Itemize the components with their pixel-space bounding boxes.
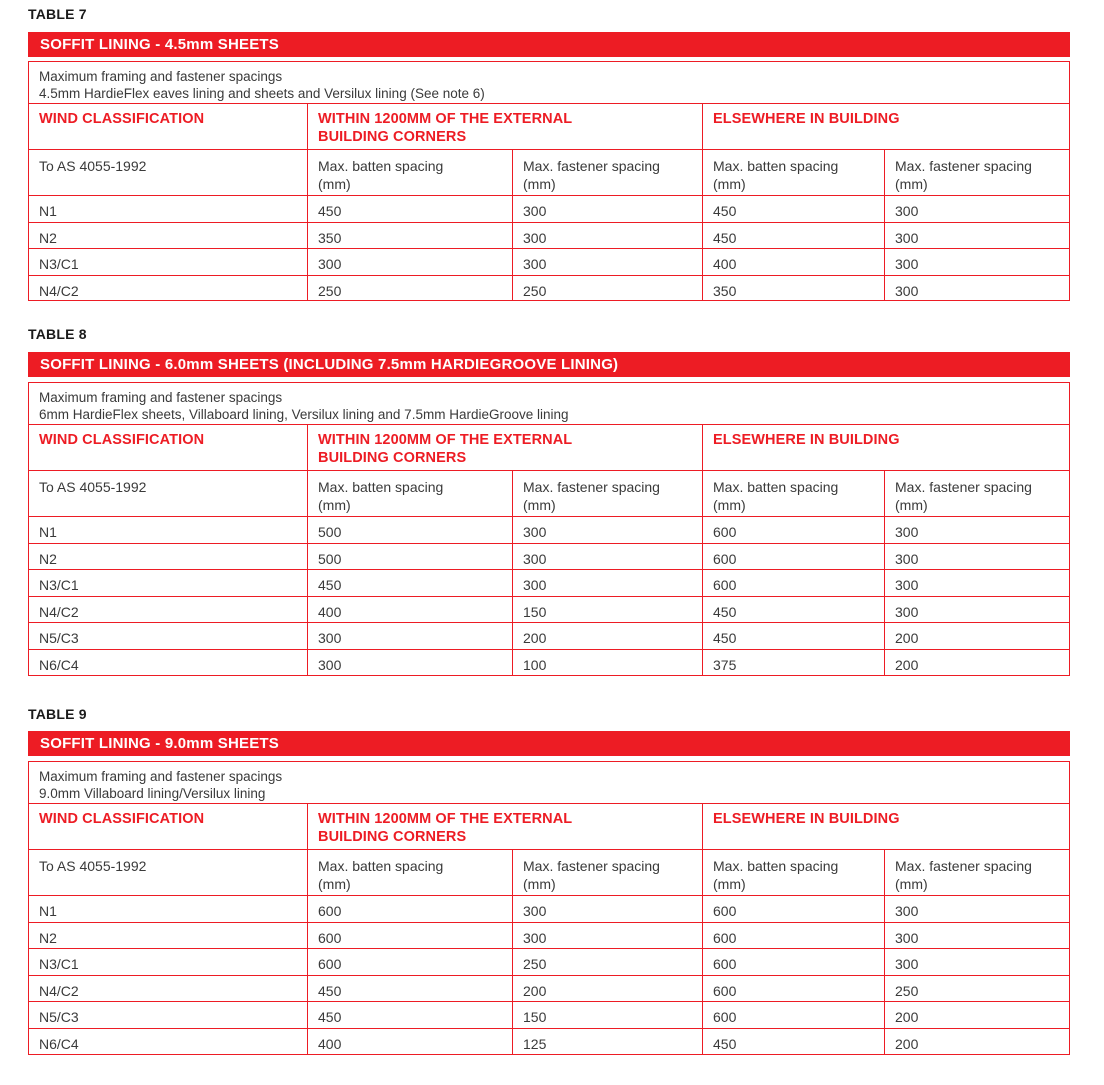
value-cell: 300 <box>884 249 1069 275</box>
fastener-spacing-header <box>512 150 702 195</box>
standard-cell: To AS 4055-1992 <box>39 158 147 174</box>
table-title-bar: SOFFIT LINING - 4.5mm SHEETS <box>28 32 1070 57</box>
table-box <box>28 61 1070 301</box>
wind-class-cell: N1 <box>39 903 57 919</box>
value-cell: 300 <box>884 276 1069 301</box>
wind-class-cell: N2 <box>39 229 57 246</box>
value-cell: 300 <box>512 223 702 249</box>
value-cell: 400 <box>307 597 512 623</box>
wind-class-cell: N5/C3 <box>39 1009 79 1025</box>
value-cell: 300 <box>884 196 1069 222</box>
value-cell: 200 <box>884 623 1069 649</box>
within-corners-header <box>307 425 702 470</box>
value-cell: 125 <box>512 1029 702 1055</box>
value-cell: 600 <box>702 1002 884 1028</box>
value-cell: 300 <box>512 517 702 543</box>
wind-classification-header: WIND CLASSIFICATION <box>39 811 205 827</box>
value-cell: 300 <box>307 650 512 676</box>
within-header-line-1: WITHIN 1200MM OF THE EXTERNAL <box>318 432 573 448</box>
header-row <box>29 104 1069 150</box>
unit-label: (mm) <box>713 876 746 892</box>
wind-class-cell: N3/C1 <box>39 256 79 272</box>
fastener-label: Max. fastener spacing <box>895 858 1032 874</box>
value-cell: 500 <box>307 544 512 570</box>
elsewhere-header: ELSEWHERE IN BUILDING <box>702 104 1069 149</box>
table-label: TABLE 8 <box>28 326 87 342</box>
value-cell: 450 <box>307 570 512 596</box>
value-cell: 400 <box>307 1029 512 1055</box>
within-header-line-1: WITHIN 1200MM OF THE EXTERNAL <box>318 111 573 127</box>
value-cell: 300 <box>512 896 702 922</box>
wind-class-cell: N4/C2 <box>39 282 79 299</box>
value-cell: 350 <box>307 223 512 249</box>
value-cell: 600 <box>307 949 512 975</box>
unit-label: (mm) <box>895 176 928 192</box>
value-cell: 600 <box>702 544 884 570</box>
batten-label: Max. batten spacing <box>713 158 839 174</box>
description-line-1: Maximum framing and fastener spacings <box>39 390 283 405</box>
subheader-row <box>29 150 1069 196</box>
within-corners-header <box>307 804 702 849</box>
batten-spacing-header <box>307 150 512 195</box>
description-line-2: 4.5mm HardieFlex eaves lining and sheets and Versilux lining (See note 6) <box>39 86 485 101</box>
unit-label: (mm) <box>318 497 351 513</box>
value-cell: 200 <box>884 650 1069 676</box>
value-cell: 600 <box>702 976 884 1002</box>
unit-label: (mm) <box>523 497 556 513</box>
value-cell: 200 <box>884 1002 1069 1028</box>
value-cell: 150 <box>512 597 702 623</box>
value-cell: 450 <box>307 196 512 222</box>
value-cell: 600 <box>702 517 884 543</box>
table-row <box>29 896 1069 923</box>
wind-class-cell: N4/C2 <box>39 982 79 999</box>
value-cell: 450 <box>702 223 884 249</box>
table-row <box>29 196 1069 223</box>
table-row <box>29 949 1069 976</box>
fastener-label: Max. fastener spacing <box>523 479 660 495</box>
value-cell: 350 <box>702 276 884 301</box>
unit-label: (mm) <box>318 176 351 192</box>
value-cell: 400 <box>702 249 884 275</box>
batten-spacing-header <box>702 850 884 895</box>
wind-class-cell: N2 <box>39 929 57 946</box>
batten-label: Max. batten spacing <box>713 858 839 874</box>
table-row <box>29 623 1069 650</box>
wind-class-cell: N3/C1 <box>39 956 79 972</box>
value-cell: 600 <box>307 923 512 949</box>
table-box <box>28 382 1070 676</box>
unit-label: (mm) <box>523 176 556 192</box>
value-cell: 450 <box>307 976 512 1002</box>
wind-classification-header: WIND CLASSIFICATION <box>39 432 205 448</box>
fastener-spacing-header <box>884 471 1069 516</box>
value-cell: 200 <box>884 1029 1069 1055</box>
fastener-label: Max. fastener spacing <box>895 479 1032 495</box>
table-description <box>29 762 1069 804</box>
value-cell: 200 <box>512 623 702 649</box>
value-cell: 250 <box>307 276 512 301</box>
unit-label: (mm) <box>895 876 928 892</box>
batten-spacing-header <box>702 471 884 516</box>
value-cell: 300 <box>512 570 702 596</box>
batten-label: Max. batten spacing <box>318 158 444 174</box>
table-row <box>29 276 1069 301</box>
value-cell: 600 <box>702 923 884 949</box>
value-cell: 300 <box>512 196 702 222</box>
value-cell: 300 <box>884 517 1069 543</box>
unit-label: (mm) <box>318 876 351 892</box>
table-title-bar: SOFFIT LINING - 6.0mm SHEETS (INCLUDING 7.5mm HARDIEGROOVE LINING) <box>28 352 1070 377</box>
value-cell: 450 <box>702 1029 884 1055</box>
within-header-line-1: WITHIN 1200MM OF THE EXTERNAL <box>318 811 573 827</box>
description-line-2: 6mm HardieFlex sheets, Villaboard lining, Versilux lining and 7.5mm HardieGroove lining <box>39 407 569 422</box>
table-row <box>29 570 1069 597</box>
batten-spacing-header <box>307 850 512 895</box>
value-cell: 600 <box>702 570 884 596</box>
value-cell: 600 <box>307 896 512 922</box>
value-cell: 250 <box>512 276 702 301</box>
table-row <box>29 223 1069 250</box>
within-header-line-2: BUILDING CORNERS <box>318 129 467 145</box>
table-description <box>29 62 1069 104</box>
value-cell: 300 <box>884 223 1069 249</box>
wind-class-cell: N1 <box>39 524 57 540</box>
table-label: TABLE 9 <box>28 706 87 722</box>
value-cell: 100 <box>512 650 702 676</box>
value-cell: 300 <box>307 623 512 649</box>
value-cell: 500 <box>307 517 512 543</box>
value-cell: 450 <box>702 597 884 623</box>
value-cell: 300 <box>884 923 1069 949</box>
elsewhere-header: ELSEWHERE IN BUILDING <box>702 804 1069 849</box>
wind-class-cell: N5/C3 <box>39 630 79 646</box>
within-header-line-2: BUILDING CORNERS <box>318 829 467 845</box>
within-corners-header <box>307 104 702 149</box>
table-box <box>28 761 1070 1055</box>
value-cell: 300 <box>884 544 1069 570</box>
wind-class-cell: N3/C1 <box>39 577 79 593</box>
value-cell: 375 <box>702 650 884 676</box>
value-cell: 300 <box>307 249 512 275</box>
wind-class-cell: N1 <box>39 203 57 219</box>
fastener-label: Max. fastener spacing <box>523 158 660 174</box>
value-cell: 300 <box>884 597 1069 623</box>
value-cell: 300 <box>884 949 1069 975</box>
description-line-1: Maximum framing and fastener spacings <box>39 69 283 84</box>
fastener-spacing-header <box>884 850 1069 895</box>
unit-label: (mm) <box>713 497 746 513</box>
table-row <box>29 976 1069 1003</box>
unit-label: (mm) <box>713 176 746 192</box>
standard-cell: To AS 4055-1992 <box>39 479 147 495</box>
header-row <box>29 425 1069 471</box>
table-title-bar: SOFFIT LINING - 9.0mm SHEETS <box>28 731 1070 756</box>
batten-spacing-header <box>307 471 512 516</box>
batten-label: Max. batten spacing <box>318 479 444 495</box>
table-row <box>29 1029 1069 1055</box>
header-row <box>29 804 1069 850</box>
value-cell: 250 <box>512 949 702 975</box>
table-row <box>29 650 1069 676</box>
value-cell: 600 <box>702 896 884 922</box>
table-row <box>29 923 1069 950</box>
value-cell: 600 <box>702 949 884 975</box>
value-cell: 300 <box>512 923 702 949</box>
standard-cell: To AS 4055-1992 <box>39 858 147 874</box>
fastener-label: Max. fastener spacing <box>523 858 660 874</box>
table-row <box>29 249 1069 276</box>
value-cell: 450 <box>702 196 884 222</box>
description-line-2: 9.0mm Villaboard lining/Versilux lining <box>39 786 266 801</box>
batten-label: Max. batten spacing <box>713 479 839 495</box>
fastener-spacing-header <box>512 471 702 516</box>
batten-spacing-header <box>702 150 884 195</box>
wind-class-cell: N6/C4 <box>39 1035 79 1052</box>
unit-label: (mm) <box>523 876 556 892</box>
wind-classification-header: WIND CLASSIFICATION <box>39 111 205 127</box>
value-cell: 250 <box>884 976 1069 1002</box>
table-row <box>29 1002 1069 1029</box>
fastener-label: Max. fastener spacing <box>895 158 1032 174</box>
table-row <box>29 544 1069 571</box>
within-header-line-2: BUILDING CORNERS <box>318 450 467 466</box>
value-cell: 150 <box>512 1002 702 1028</box>
subheader-row <box>29 850 1069 896</box>
value-cell: 300 <box>884 570 1069 596</box>
batten-label: Max. batten spacing <box>318 858 444 874</box>
elsewhere-header: ELSEWHERE IN BUILDING <box>702 425 1069 470</box>
fastener-spacing-header <box>884 150 1069 195</box>
table-row <box>29 597 1069 624</box>
value-cell: 450 <box>307 1002 512 1028</box>
description-line-1: Maximum framing and fastener spacings <box>39 769 283 784</box>
wind-class-cell: N2 <box>39 550 57 567</box>
value-cell: 450 <box>702 623 884 649</box>
value-cell: 300 <box>884 896 1069 922</box>
table-label: TABLE 7 <box>28 6 87 22</box>
fastener-spacing-header <box>512 850 702 895</box>
table-description <box>29 383 1069 425</box>
value-cell: 200 <box>512 976 702 1002</box>
table-row <box>29 517 1069 544</box>
wind-class-cell: N6/C4 <box>39 656 79 673</box>
value-cell: 300 <box>512 544 702 570</box>
subheader-row <box>29 471 1069 517</box>
wind-class-cell: N4/C2 <box>39 603 79 620</box>
value-cell: 300 <box>512 249 702 275</box>
unit-label: (mm) <box>895 497 928 513</box>
